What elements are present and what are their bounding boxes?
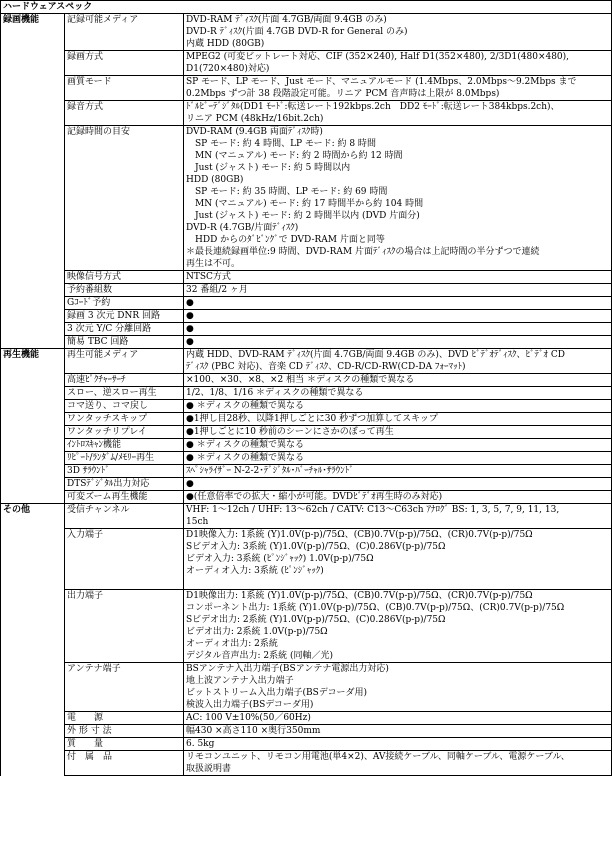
spec-label: 録音方式 xyxy=(65,101,184,126)
spec-value-line: AC: 100 V±10%(50／60Hz) xyxy=(186,713,311,723)
spec-label: 付 属 品 xyxy=(65,751,184,776)
spec-label: 可変ズーム再生機能 xyxy=(65,491,184,504)
section-spacer xyxy=(1,413,65,426)
section-spacer xyxy=(1,725,65,738)
spec-value-line: ●1押しごとに10 秒前のシーンにさかのぼって再生 xyxy=(186,427,394,437)
spec-value xyxy=(184,374,612,387)
section-spacer xyxy=(1,76,65,101)
spec-value-line: ● xyxy=(186,311,194,321)
spec-value xyxy=(184,590,612,663)
spec-value-line: ●1押し目28秒、以降1押しごとに30 秒ずつ加算してスキップ xyxy=(186,414,438,424)
spec-value-line: 内蔵 HDD (80GB) xyxy=(186,39,265,49)
section-name: その他 xyxy=(1,504,65,529)
spec-value xyxy=(184,751,612,776)
spec-value-line: 取扱説明書 xyxy=(186,764,232,774)
spec-label: Gｺｰﾄﾞ予約 xyxy=(65,297,184,310)
spec-value-line: BSアンテナ入出力端子(BSアンテナ電源出力対応) xyxy=(186,664,389,674)
section-spacer xyxy=(1,387,65,400)
spec-value-line: 幅430 ×高さ110 ×奥行350mm xyxy=(186,726,321,736)
spec-value-line: DVD-RAM (9.4GB 両面ﾃﾞｨｽｸ時) xyxy=(186,127,323,137)
spec-row xyxy=(1,504,612,529)
spec-value xyxy=(184,51,612,76)
spec-row xyxy=(1,271,612,284)
spec-label: 入力端子 xyxy=(65,529,184,590)
spec-value-line: ● xyxy=(186,324,194,334)
section-spacer xyxy=(1,738,65,751)
section-name: 録画機能 xyxy=(1,14,65,51)
spec-value xyxy=(184,663,612,712)
spec-label: 外 形 寸 法 xyxy=(65,725,184,738)
spec-row xyxy=(1,284,612,297)
spec-value xyxy=(184,491,612,504)
spec-row xyxy=(1,126,612,271)
spec-row xyxy=(1,336,612,349)
spec-value xyxy=(184,323,612,336)
spec-value-line: 32 番組/2 ヶ月 xyxy=(186,285,248,295)
section-spacer xyxy=(1,310,65,323)
spec-value-line: ビデオ出力: 2系統 1.0V(p-p)/75Ω xyxy=(186,627,328,637)
spec-label: 再生可能メディア xyxy=(65,349,184,374)
section-spacer xyxy=(1,336,65,349)
spec-value-line: ビットストリーム入出力端子(BSデコーダ用) xyxy=(186,688,367,698)
spec-label: 映像信号方式 xyxy=(65,271,184,284)
spec-row xyxy=(1,400,612,413)
spec-value-line: オーディオ入力: 3系統 (ﾋﾟﾝｼﾞｬｯｸ) xyxy=(186,566,324,576)
spec-row xyxy=(1,663,612,712)
spec-value-line: ×100、×30、×8、×2 相当 ＊ディスクの種類で異なる xyxy=(186,375,415,385)
spec-value xyxy=(184,725,612,738)
spec-value-line: ● ＊ディスクの種類で異なる xyxy=(186,401,304,411)
spec-value-line: ﾄﾞﾙﾋﾞｰﾃﾞｼﾞﾀﾙ(DD1 ﾓｰﾄﾞ:転送レート192kbps.2ch DD2 ﾓｰﾄﾞ:転送レート384kbps.2ch)、 xyxy=(186,102,560,112)
spec-value-line: コンポーネント出力: 1系統 (Y)1.0V(p-p)/75Ω、(CB)0.7V(p-p)/75Ω、(CR)0.7V(p-p)/75Ω xyxy=(186,603,565,613)
spec-value xyxy=(184,101,612,126)
spec-value-line: ● xyxy=(186,298,194,308)
spec-value xyxy=(184,738,612,751)
spec-value-line: 検波入出力端子(BSデコーダ用) xyxy=(186,700,314,710)
spec-value xyxy=(184,712,612,725)
spec-value-line: オーディオ出力: 2系統 xyxy=(186,639,278,649)
spec-value-line: ● xyxy=(186,337,194,347)
section-spacer xyxy=(1,271,65,284)
spec-value-line: HDD からのﾀﾞﾋﾞﾝｸﾞで DVD-RAM 片面と同等 xyxy=(186,235,385,245)
spec-row xyxy=(1,374,612,387)
spec-label: ｲﾝﾄﾛｽｷｬﾝ機能 xyxy=(65,439,184,452)
spec-value-line: ｽﾍﾟｼｬﾗｲｻﾞｰ N-2-2･ﾃﾞｼﾞﾀﾙ･ﾊﾞｰﾁｬﾙ･ｻﾗｳﾝﾄﾞ xyxy=(186,466,354,476)
spec-row xyxy=(1,590,612,663)
spec-value-line: Sビデオ入力: 3系統 (Y)1.0V(p-p)/75Ω、(C)0.286V(p-p)/75Ω xyxy=(186,542,446,552)
spec-value-line xyxy=(186,577,609,589)
spec-value-line: ＊最長連続録画単位:9 時間、DVD-RAM 片面ﾃﾞｨｽｸの場合は上記時間の半分ずつで連続 xyxy=(186,247,540,257)
spec-row xyxy=(1,297,612,310)
spec-value xyxy=(184,452,612,465)
spec-label: 予約番組数 xyxy=(65,284,184,297)
spec-label: コマ送り、コマ戻し xyxy=(65,400,184,413)
spec-row xyxy=(1,529,612,590)
section-spacer xyxy=(1,452,65,465)
section-spacer xyxy=(1,51,65,76)
spec-value-line: ● ＊ディスクの種類で異なる xyxy=(186,440,304,450)
spec-row xyxy=(1,76,612,101)
spec-value-line: DVD-R ﾃﾞｨｽｸ(片面 4.7GB DVD-R for General のみ) xyxy=(186,27,408,37)
spec-value-line: DVD-R (4.7GB/片面ﾃﾞｨｽｸ) xyxy=(186,223,299,233)
spec-value xyxy=(184,504,612,529)
spec-value-line: 1/2、1/8、1/16 ＊ディスクの種類で異なる xyxy=(186,388,364,398)
title-row xyxy=(1,1,612,14)
spec-label: 3 次元 Y/C 分離回路 xyxy=(65,323,184,336)
section-spacer xyxy=(1,374,65,387)
spec-label: 簡易 TBC 回路 xyxy=(65,336,184,349)
spec-value-line: 地上波アンテナ入出力端子 xyxy=(186,676,294,686)
spec-value xyxy=(184,478,612,491)
spec-value-line: ● xyxy=(186,479,194,489)
spec-value-line: ビデオ入力: 3系統 (ﾋﾟﾝｼﾞｬｯｸ) 1.0V(p-p)/75Ω xyxy=(186,554,374,564)
spec-value-line: リニア PCM (48kHz/16bit.2ch) xyxy=(186,114,324,124)
section-spacer xyxy=(1,491,65,504)
spec-row xyxy=(1,738,612,751)
section-spacer xyxy=(1,400,65,413)
spec-label: 記録時間の目安 xyxy=(65,126,184,271)
section-spacer xyxy=(1,465,65,478)
spec-row xyxy=(1,439,612,452)
spec-row xyxy=(1,712,612,725)
spec-row xyxy=(1,101,612,126)
spec-row xyxy=(1,349,612,374)
spec-label: 出力端子 xyxy=(65,590,184,663)
spec-label: 質 量 xyxy=(65,738,184,751)
spec-value-line: ●(任意倍率での拡大・縮小が可能。DVDﾋﾞﾃﾞｵ再生時のみ対応) xyxy=(186,492,443,502)
spec-label: 受信チャンネル xyxy=(65,504,184,529)
spec-label: スロー、逆スロー再生 xyxy=(65,387,184,400)
spec-value-line: DVD-RAM ﾃﾞｨｽｸ(片面 4.7GB/両面 9.4GB のみ) xyxy=(186,15,387,25)
spec-value-line: NTSC方式 xyxy=(186,272,231,282)
spec-value-line: MPEG2 (可変ビットレート対応、CIF (352×240), Half D1(352×480), 2/3D1(480×480), xyxy=(186,52,570,62)
spec-label: ﾘﾋﾟｰﾄ/ﾗﾝﾀﾞﾑ/ﾒﾓﾘｰ再生 xyxy=(65,452,184,465)
spec-value xyxy=(184,349,612,374)
spec-row xyxy=(1,478,612,491)
spec-value-line: SP モード、LP モード、Just モード、マニュアルモード (1.4Mbps、2.0Mbps～9.2Mbps まで xyxy=(186,77,577,87)
section-spacer xyxy=(1,751,65,776)
spec-label: アンテナ端子 xyxy=(65,663,184,712)
spec-value xyxy=(184,465,612,478)
spec-value-line: ● ＊ディスクの種類で異なる xyxy=(186,453,304,463)
spec-row xyxy=(1,491,612,504)
spec-label: 電 源 xyxy=(65,712,184,725)
section-spacer xyxy=(1,663,65,712)
section-spacer xyxy=(1,529,65,590)
section-spacer xyxy=(1,712,65,725)
spec-label: DTSﾃﾞｼﾞﾀﾙ出力対応 xyxy=(65,478,184,491)
spec-title: ハードウェアスペック xyxy=(1,1,612,14)
spec-value xyxy=(184,76,612,101)
spec-value xyxy=(184,387,612,400)
spec-value-line: HDD (80GB) xyxy=(186,175,244,185)
spec-value-line: 内蔵 HDD、DVD-RAM ﾃﾞｨｽｸ(片面 4.7GB/両面 9.4GB のみ)、DVD ﾋﾞﾃﾞｵﾃﾞｨｽｸ、ﾋﾞﾃﾞｵ CD xyxy=(186,350,565,360)
spec-value-line: 6. 5kg xyxy=(186,739,215,749)
spec-row xyxy=(1,310,612,323)
spec-value xyxy=(184,297,612,310)
spec-value xyxy=(184,126,612,271)
spec-row xyxy=(1,465,612,478)
section-spacer xyxy=(1,478,65,491)
spec-row xyxy=(1,413,612,426)
spec-value xyxy=(184,426,612,439)
spec-row xyxy=(1,51,612,76)
spec-value-line: 再生は不可。 xyxy=(186,259,241,269)
spec-value-line: Just (ジャスト) モード: 約 2 時間半以内 (DVD 片面分) xyxy=(186,211,420,221)
spec-value xyxy=(184,271,612,284)
spec-value-line: デジタル音声出力: 2系統 (同軸／光) xyxy=(186,651,333,661)
spec-label: ワンタッチスキップ xyxy=(65,413,184,426)
spec-row xyxy=(1,452,612,465)
spec-value xyxy=(184,439,612,452)
spec-value xyxy=(184,14,612,51)
section-spacer xyxy=(1,297,65,310)
spec-value xyxy=(184,529,612,590)
spec-row xyxy=(1,751,612,776)
spec-value-line: SP モード: 約 4 時間、LP モード: 約 8 時間 xyxy=(186,139,376,149)
spec-row xyxy=(1,14,612,51)
spec-label: 画質モード xyxy=(65,76,184,101)
spec-value-line: リモコンユニット、リモコン用電池(単4×2)、AV接続ケーブル、同軸ケーブル、電源ケーブル、 xyxy=(186,752,570,762)
spec-value-line: D1映像入力: 1系統 (Y)1.0V(p-p)/75Ω、(CB)0.7V(p-p)/75Ω、(CR)0.7V(p-p)/75Ω xyxy=(186,530,533,540)
spec-row xyxy=(1,426,612,439)
spec-value xyxy=(184,413,612,426)
spec-value-line: MN (マニュアル) モード: 約 2 時間から約 12 時間 xyxy=(186,151,403,161)
spec-row xyxy=(1,725,612,738)
section-spacer xyxy=(1,590,65,663)
spec-label: 録画方式 xyxy=(65,51,184,76)
spec-label: 録画 3 次元 DNR 回路 xyxy=(65,310,184,323)
spec-value-line: Just (ジャスト) モード: 約 5 時間以内 xyxy=(186,163,351,173)
spec-value-line: D1映像出力: 1系統 (Y)1.0V(p-p)/75Ω、(CB)0.7V(p-p)/75Ω、(CR)0.7V(p-p)/75Ω xyxy=(186,591,533,601)
spec-value xyxy=(184,400,612,413)
spec-value xyxy=(184,310,612,323)
spec-label: ワンタッチリプレイ xyxy=(65,426,184,439)
section-spacer xyxy=(1,126,65,271)
section-spacer xyxy=(1,439,65,452)
section-name: 再生機能 xyxy=(1,349,65,374)
section-spacer xyxy=(1,284,65,297)
section-spacer xyxy=(1,426,65,439)
spec-value-line: MN (マニュアル) モード: 約 17 時間半から約 104 時間 xyxy=(186,199,424,209)
spec-value xyxy=(184,336,612,349)
spec-row xyxy=(1,387,612,400)
spec-value-line: D1(720×480)対応) xyxy=(186,64,270,74)
spec-value-line: ﾃﾞｨｽｸ (PBC 対応)、音楽 CD ﾃﾞｨｽｸ、CD-R/CD-RW(CD-DA ﾌｫｰﾏｯﾄ) xyxy=(186,362,466,372)
section-spacer xyxy=(1,101,65,126)
spec-value-line: VHF: 1～12ch / UHF: 13～62ch / CATV: C13～C63ch ｱﾅﾛｸﾞ BS: 1, 3, 5, 7, 9, 11, 13, xyxy=(186,505,560,515)
spec-value-line: 0.2Mbps ずつ計 38 段階設定可能。リニア PCM 音声時は上限が 8.0Mbps) xyxy=(186,89,500,99)
spec-row xyxy=(1,323,612,336)
spec-value xyxy=(184,284,612,297)
spec-value-line: Sビデオ出力: 2系統 (Y)1.0V(p-p)/75Ω、(C)0.286V(p-p)/75Ω xyxy=(186,615,446,625)
spec-label: 高速ﾋﾟｸﾁｬｰｻｰﾁ xyxy=(65,374,184,387)
section-spacer xyxy=(1,323,65,336)
spec-value-line: SP モード: 約 35 時間、LP モード: 約 69 時間 xyxy=(186,187,388,197)
spec-label: 3D ｻﾗｳﾝﾄﾞ xyxy=(65,465,184,478)
spec-value-line: 15ch xyxy=(186,517,209,527)
spec-label: 記録可能メディア xyxy=(65,14,184,51)
